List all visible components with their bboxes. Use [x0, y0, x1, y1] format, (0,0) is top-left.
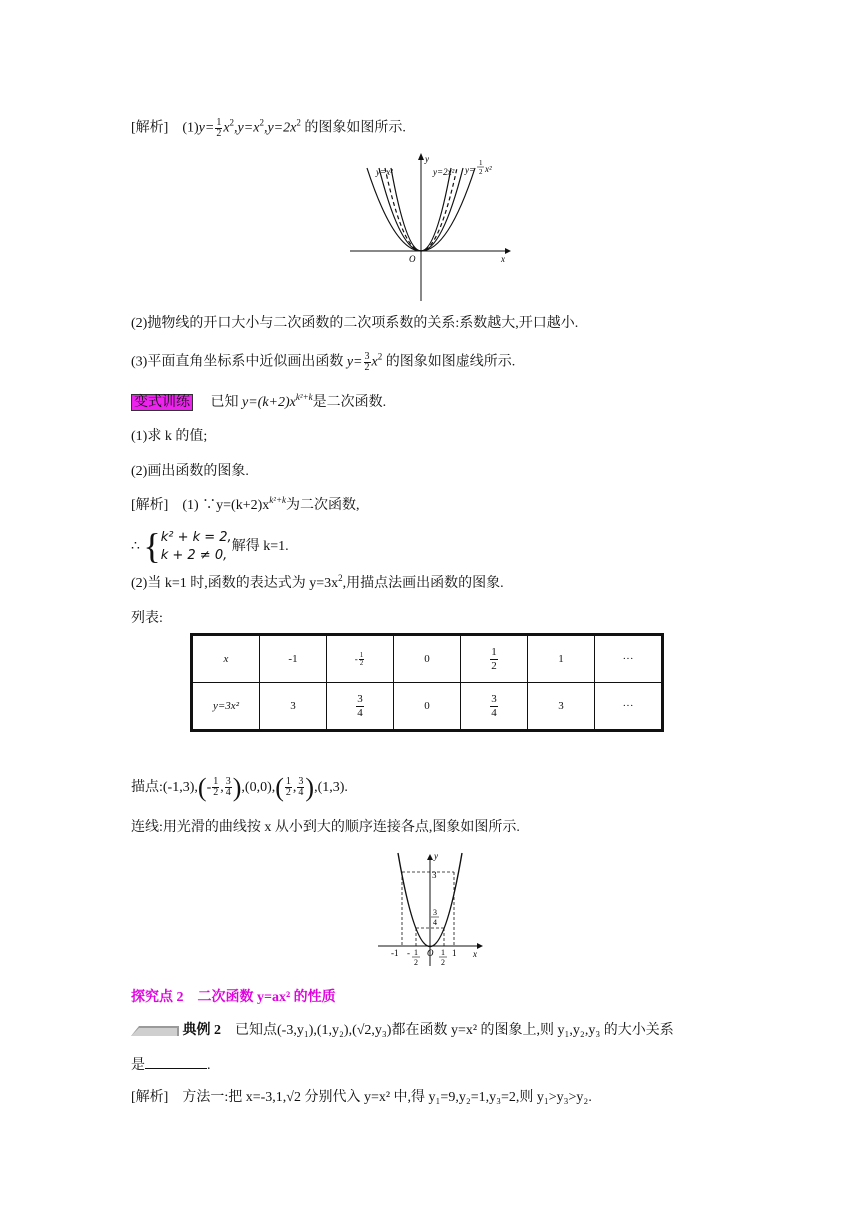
section-heading: 探究点 2 二次函数 y=ax² 的性质	[131, 990, 336, 1005]
plot-points-text: 描点:(-1,3),	[131, 780, 198, 795]
denominator: 2	[491, 659, 497, 672]
plot-points-text: ,(1,3).	[314, 780, 348, 795]
item3-post: 的图象如图虚线所示.	[385, 354, 516, 370]
item-3: (3)平面直角坐标系中近似画出函数 y= $\frac{3}{2}$ $x^2$ 的图象如图虚线所示.	[131, 351, 516, 373]
system-result: 解得 k=1.	[231, 539, 289, 554]
label-minus: -	[407, 948, 410, 958]
fraction	[285, 777, 292, 798]
fraction	[225, 777, 232, 798]
variant-text: 是二次函数.	[312, 395, 387, 410]
table-cell: 0	[394, 635, 461, 683]
numerator: 1	[285, 776, 291, 788]
minus: -	[206, 780, 212, 795]
label-frac-d: 2	[479, 168, 483, 176]
label-frac-d: 2	[414, 958, 418, 967]
label-frac-d: 4	[433, 918, 437, 927]
y-arrow	[418, 153, 424, 160]
list-label: 列表:	[131, 611, 163, 626]
label-neg1: -1	[391, 948, 399, 958]
fraction	[364, 352, 371, 373]
label-y-x2: y=x²	[376, 167, 393, 177]
fraction	[215, 118, 222, 139]
part-2: (2)当 k=1 时,函数的表达式为 $y=3x^2$,用描点法画出函数的图象.	[131, 573, 504, 591]
answer-blank[interactable]	[145, 1054, 207, 1069]
fraction	[212, 777, 219, 798]
denominator: 2	[359, 658, 364, 667]
label-x2: x²	[485, 164, 492, 174]
item3-pre: (3)平面直角坐标系中近似画出函数	[131, 354, 347, 370]
label-frac-n: 3	[433, 908, 437, 917]
denominator: 4	[298, 787, 304, 799]
func-text: ,y=	[234, 120, 254, 136]
exponent: k²+k	[295, 392, 313, 402]
parabola-3x2-figure	[375, 852, 485, 970]
func-text: y=	[346, 354, 363, 370]
denominator: 4	[491, 706, 497, 719]
example-end: .	[207, 1058, 211, 1073]
equation-system: ∴ { k² + k = 2, k + 2 ≠ 0, 解得 k=1.	[131, 525, 289, 566]
label-x-axis: x	[473, 949, 477, 959]
solution-tag: [解析]	[131, 498, 169, 513]
x-arrow	[505, 248, 511, 254]
sol2-text: 为二次函数,	[286, 498, 360, 513]
solution-tag: [解析]	[131, 120, 169, 136]
label-frac-n: 1	[441, 948, 445, 957]
item-number: (1)	[182, 120, 199, 136]
table-cell	[461, 635, 528, 683]
var: x	[371, 354, 378, 370]
solution-1-line: [解析] (1)y= $\frac{1}{2}$ $x^2,y=x^2,y=2x^2$ 的图象如图所示.	[131, 117, 406, 139]
denominator: 2	[285, 787, 291, 799]
example-text: 是	[131, 1058, 145, 1073]
example-line	[131, 1021, 674, 1041]
denominator: 4	[225, 787, 231, 799]
label-origin: O	[409, 254, 416, 264]
fraction	[490, 693, 498, 720]
sol2-text: (1) ∵y=(k+2)x	[182, 498, 270, 513]
variant-text: 已知	[210, 395, 242, 410]
example-marker-icon	[131, 1024, 179, 1038]
numerator: 1	[491, 645, 497, 658]
numerator: 3	[357, 692, 363, 705]
table-row	[192, 683, 663, 731]
question-1: (1)求 k 的值;	[131, 429, 208, 444]
table-cell: 0	[394, 683, 461, 731]
minus: -	[354, 653, 358, 664]
exponent: k²+k	[269, 495, 287, 505]
table-cell: ···	[595, 683, 663, 731]
table-cell: 1	[528, 635, 595, 683]
table-cell: 3	[260, 683, 327, 731]
part2-text: ,用描点法画出函数的图象.	[342, 576, 504, 591]
variant-line	[131, 393, 386, 413]
numerator: 1	[216, 117, 222, 128]
example-line-2	[131, 1054, 211, 1076]
var: x	[223, 120, 230, 136]
label-frac-n: 1	[479, 159, 483, 167]
numerator: 3	[225, 776, 231, 788]
variant-func: y=(k+2)x	[242, 395, 296, 410]
var: x	[253, 120, 260, 136]
example-label: 典例 2	[182, 1023, 221, 1038]
table-cell: ···	[595, 635, 663, 683]
fraction	[490, 646, 498, 673]
example-text: 已知点(-3,y₁),(1,y₂),(√2,y₃)都在函数 y=x² 的图象上,则 y₁,y₂,y₃ 的大小关系	[235, 1023, 674, 1038]
variant-badge: 变式训练	[131, 394, 193, 411]
label-y-axis: y	[434, 852, 438, 861]
label-x-axis: x	[501, 254, 505, 264]
table-cell	[327, 635, 394, 683]
parabolas-figure	[345, 148, 515, 303]
label-y-2x2: y=2x²	[433, 167, 455, 177]
fraction	[297, 777, 304, 798]
value-table	[190, 633, 664, 732]
therefore-symbol: ∴	[131, 539, 140, 554]
equation-1: k² + k = 2,	[160, 529, 232, 545]
denominator: 2	[216, 128, 222, 139]
numerator: 3	[298, 776, 304, 788]
plot-points-text: ,(0,0),	[241, 780, 276, 795]
connect-line: 连线:用光滑的曲线按 x 从小到大的顺序连接各点,图象如图所示.	[131, 820, 520, 835]
label-y-axis: y	[425, 154, 429, 164]
item-2: (2)抛物线的开口大小与二次函数的二次项系数的关系:系数越大,开口越小.	[131, 316, 579, 331]
func-text: ,y=2	[263, 120, 291, 136]
x-arrow	[477, 943, 483, 949]
question-2: (2)画出函数的图象.	[131, 464, 249, 479]
numerator: 1	[359, 650, 364, 659]
plot-points-line: 描点:(-1,3),(- $\frac{1}{2}$ , $\frac{3}{4}$ ),(0,0),( $\frac{1}{2}$ , $\frac{3}{4}$ ),(1,3).	[131, 772, 348, 802]
label-frac-n: 1	[414, 948, 418, 957]
func-text: y=	[198, 120, 215, 136]
solution-tag: [解析]	[131, 1090, 169, 1105]
denominator: 4	[357, 706, 363, 719]
numerator: 1	[213, 776, 219, 788]
table-cell: x	[192, 635, 260, 683]
solution-2-line	[131, 496, 360, 516]
fraction	[359, 652, 365, 667]
label-frac-d: 2	[441, 958, 445, 967]
solution-3-line	[131, 1088, 592, 1108]
denominator: 2	[364, 362, 370, 373]
part2-text: (2)当 k=1 时,函数的表达式为 y=3x	[131, 576, 339, 591]
numerator: 3	[491, 692, 497, 705]
label-3: 3	[432, 870, 437, 880]
table-cell	[327, 683, 394, 731]
denominator: 2	[213, 787, 219, 799]
var: x	[290, 120, 297, 136]
tail-text: 的图象如图所示.	[304, 120, 406, 136]
table-cell: -1	[260, 635, 327, 683]
label-1: 1	[452, 948, 457, 958]
y-arrow	[427, 854, 433, 860]
fraction	[356, 693, 364, 720]
system-equations	[161, 529, 232, 565]
label-origin: O	[427, 948, 434, 958]
table-cell	[461, 683, 528, 731]
table-cell: y=3x²	[192, 683, 260, 731]
table-cell: 3	[528, 683, 595, 731]
sol3-text: 方法一:把 x=-3,1,√2 分别代入 y=x² 中,得 y₁=9,y₂=1,y₃=2,则 y₁>y₃>y₂.	[182, 1090, 592, 1105]
table-row	[192, 635, 663, 683]
equation-2: k + 2 ≠ 0,	[160, 547, 228, 563]
label-y-half: y=	[465, 165, 476, 175]
numerator: 3	[364, 351, 370, 362]
